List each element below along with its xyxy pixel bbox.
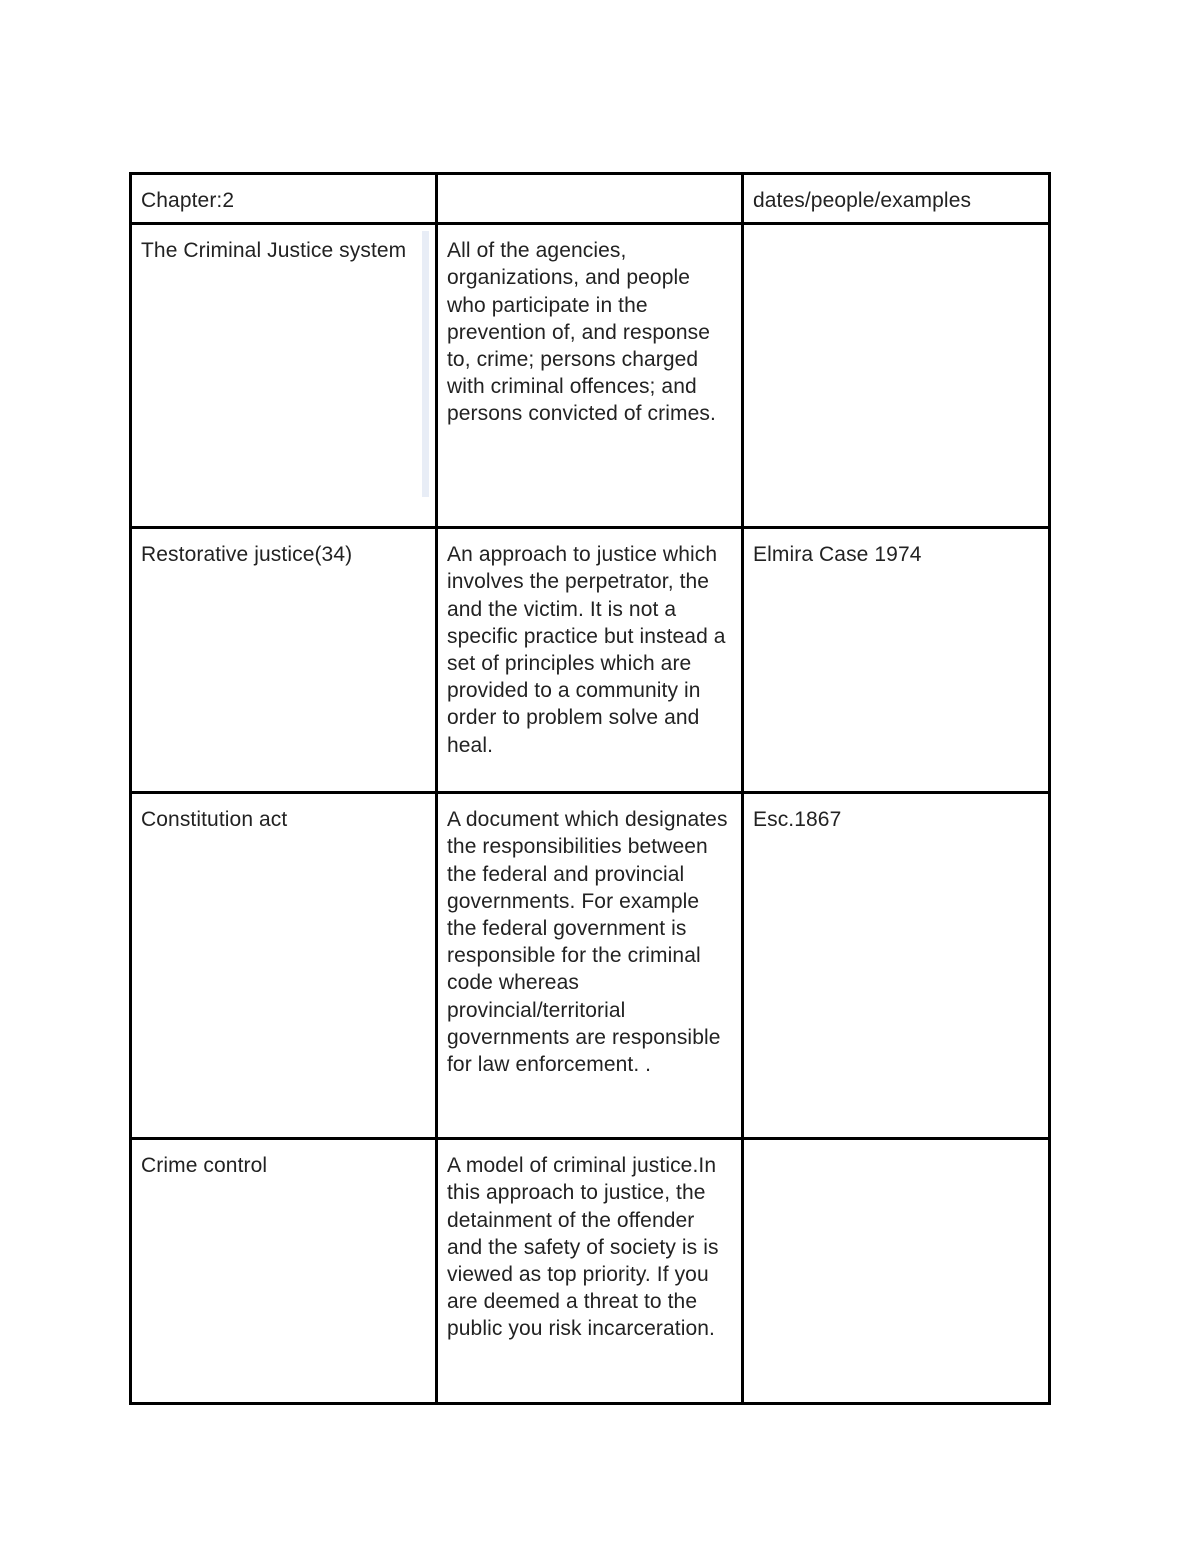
definition-cell: A document which designates the responsibilities between the federal and provincial governments. For example the federal government is responsible for the criminal code whereas provincial/territorial governments are responsible for law enforcement. . [437, 793, 743, 1139]
definition-cell: An approach to justice which involves the perpetrator, the and the victim. It is not a specific practice but instead a set of principles which are provided to a community in order to problem solve and heal. [437, 528, 743, 793]
example-cell [743, 1139, 1050, 1404]
definition-cell: All of the agencies, organizations, and people who participate in the prevention of, and response to, crime; persons charged with criminal offences; and persons convicted of crimes. [437, 224, 743, 528]
definition-cell: A model of criminal justice.In this approach to justice, the detainment of the offender and the safety of society is is viewed as top priority. If you are deemed a threat to the public you risk incarceration. [437, 1139, 743, 1404]
header-cell-chapter: Chapter:2 [131, 174, 437, 224]
term-cell: Crime control [131, 1139, 437, 1404]
example-cell: Esc.1867 [743, 793, 1050, 1139]
header-cell-blank [437, 174, 743, 224]
term-cell: The Criminal Justice system [131, 224, 437, 528]
term-cell: Restorative justice(34) [131, 528, 437, 793]
table-header-row [131, 174, 1050, 224]
table-row [131, 224, 1050, 528]
notes-table [129, 172, 1051, 1405]
term-cell: Constitution act [131, 793, 437, 1139]
table-row [131, 1139, 1050, 1404]
example-cell: Elmira Case 1974 [743, 528, 1050, 793]
header-cell-examples: dates/people/examples [743, 174, 1050, 224]
table-row [131, 528, 1050, 793]
example-cell [743, 224, 1050, 528]
table-row [131, 793, 1050, 1139]
